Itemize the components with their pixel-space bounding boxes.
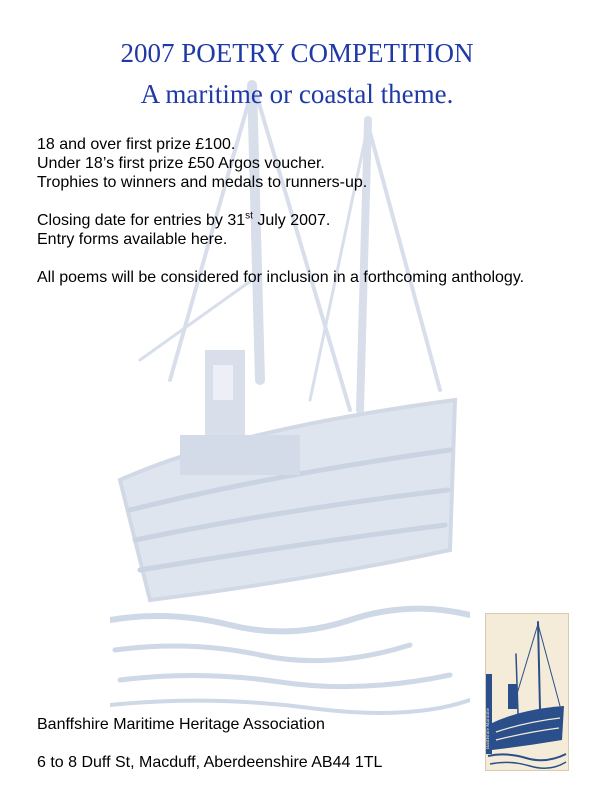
- closing-date-text: Closing date for entries by 31st July 2007.: [37, 210, 331, 229]
- competition-details: [37, 135, 567, 287]
- anthology-text: All poems will be considered for inclusion in a forthcoming anthology.: [37, 269, 525, 286]
- under18-prize-text: Under 18’s first prize £50 Argos voucher.: [37, 155, 325, 172]
- adult-prize-text: 18 and over first prize £100.: [37, 136, 236, 153]
- competition-title: 2007 POETRY COMPETITION: [120, 38, 474, 68]
- badge-label: Banffshire Maritime: [486, 708, 491, 749]
- organisation-name: Banffshire Maritime Heritage Association: [37, 716, 325, 733]
- museum-badge-logo: [485, 613, 569, 771]
- entry-forms-text: Entry forms available here.: [37, 231, 228, 248]
- competition-theme: A maritime or coastal theme.: [140, 79, 454, 109]
- badge-boat-icon: [486, 614, 568, 770]
- organisation-address: 6 to 8 Duff St, Macduff, Aberdeenshire AB44 1TL: [37, 754, 383, 771]
- trophies-text: Trophies to winners and medals to runners-up.: [37, 174, 368, 191]
